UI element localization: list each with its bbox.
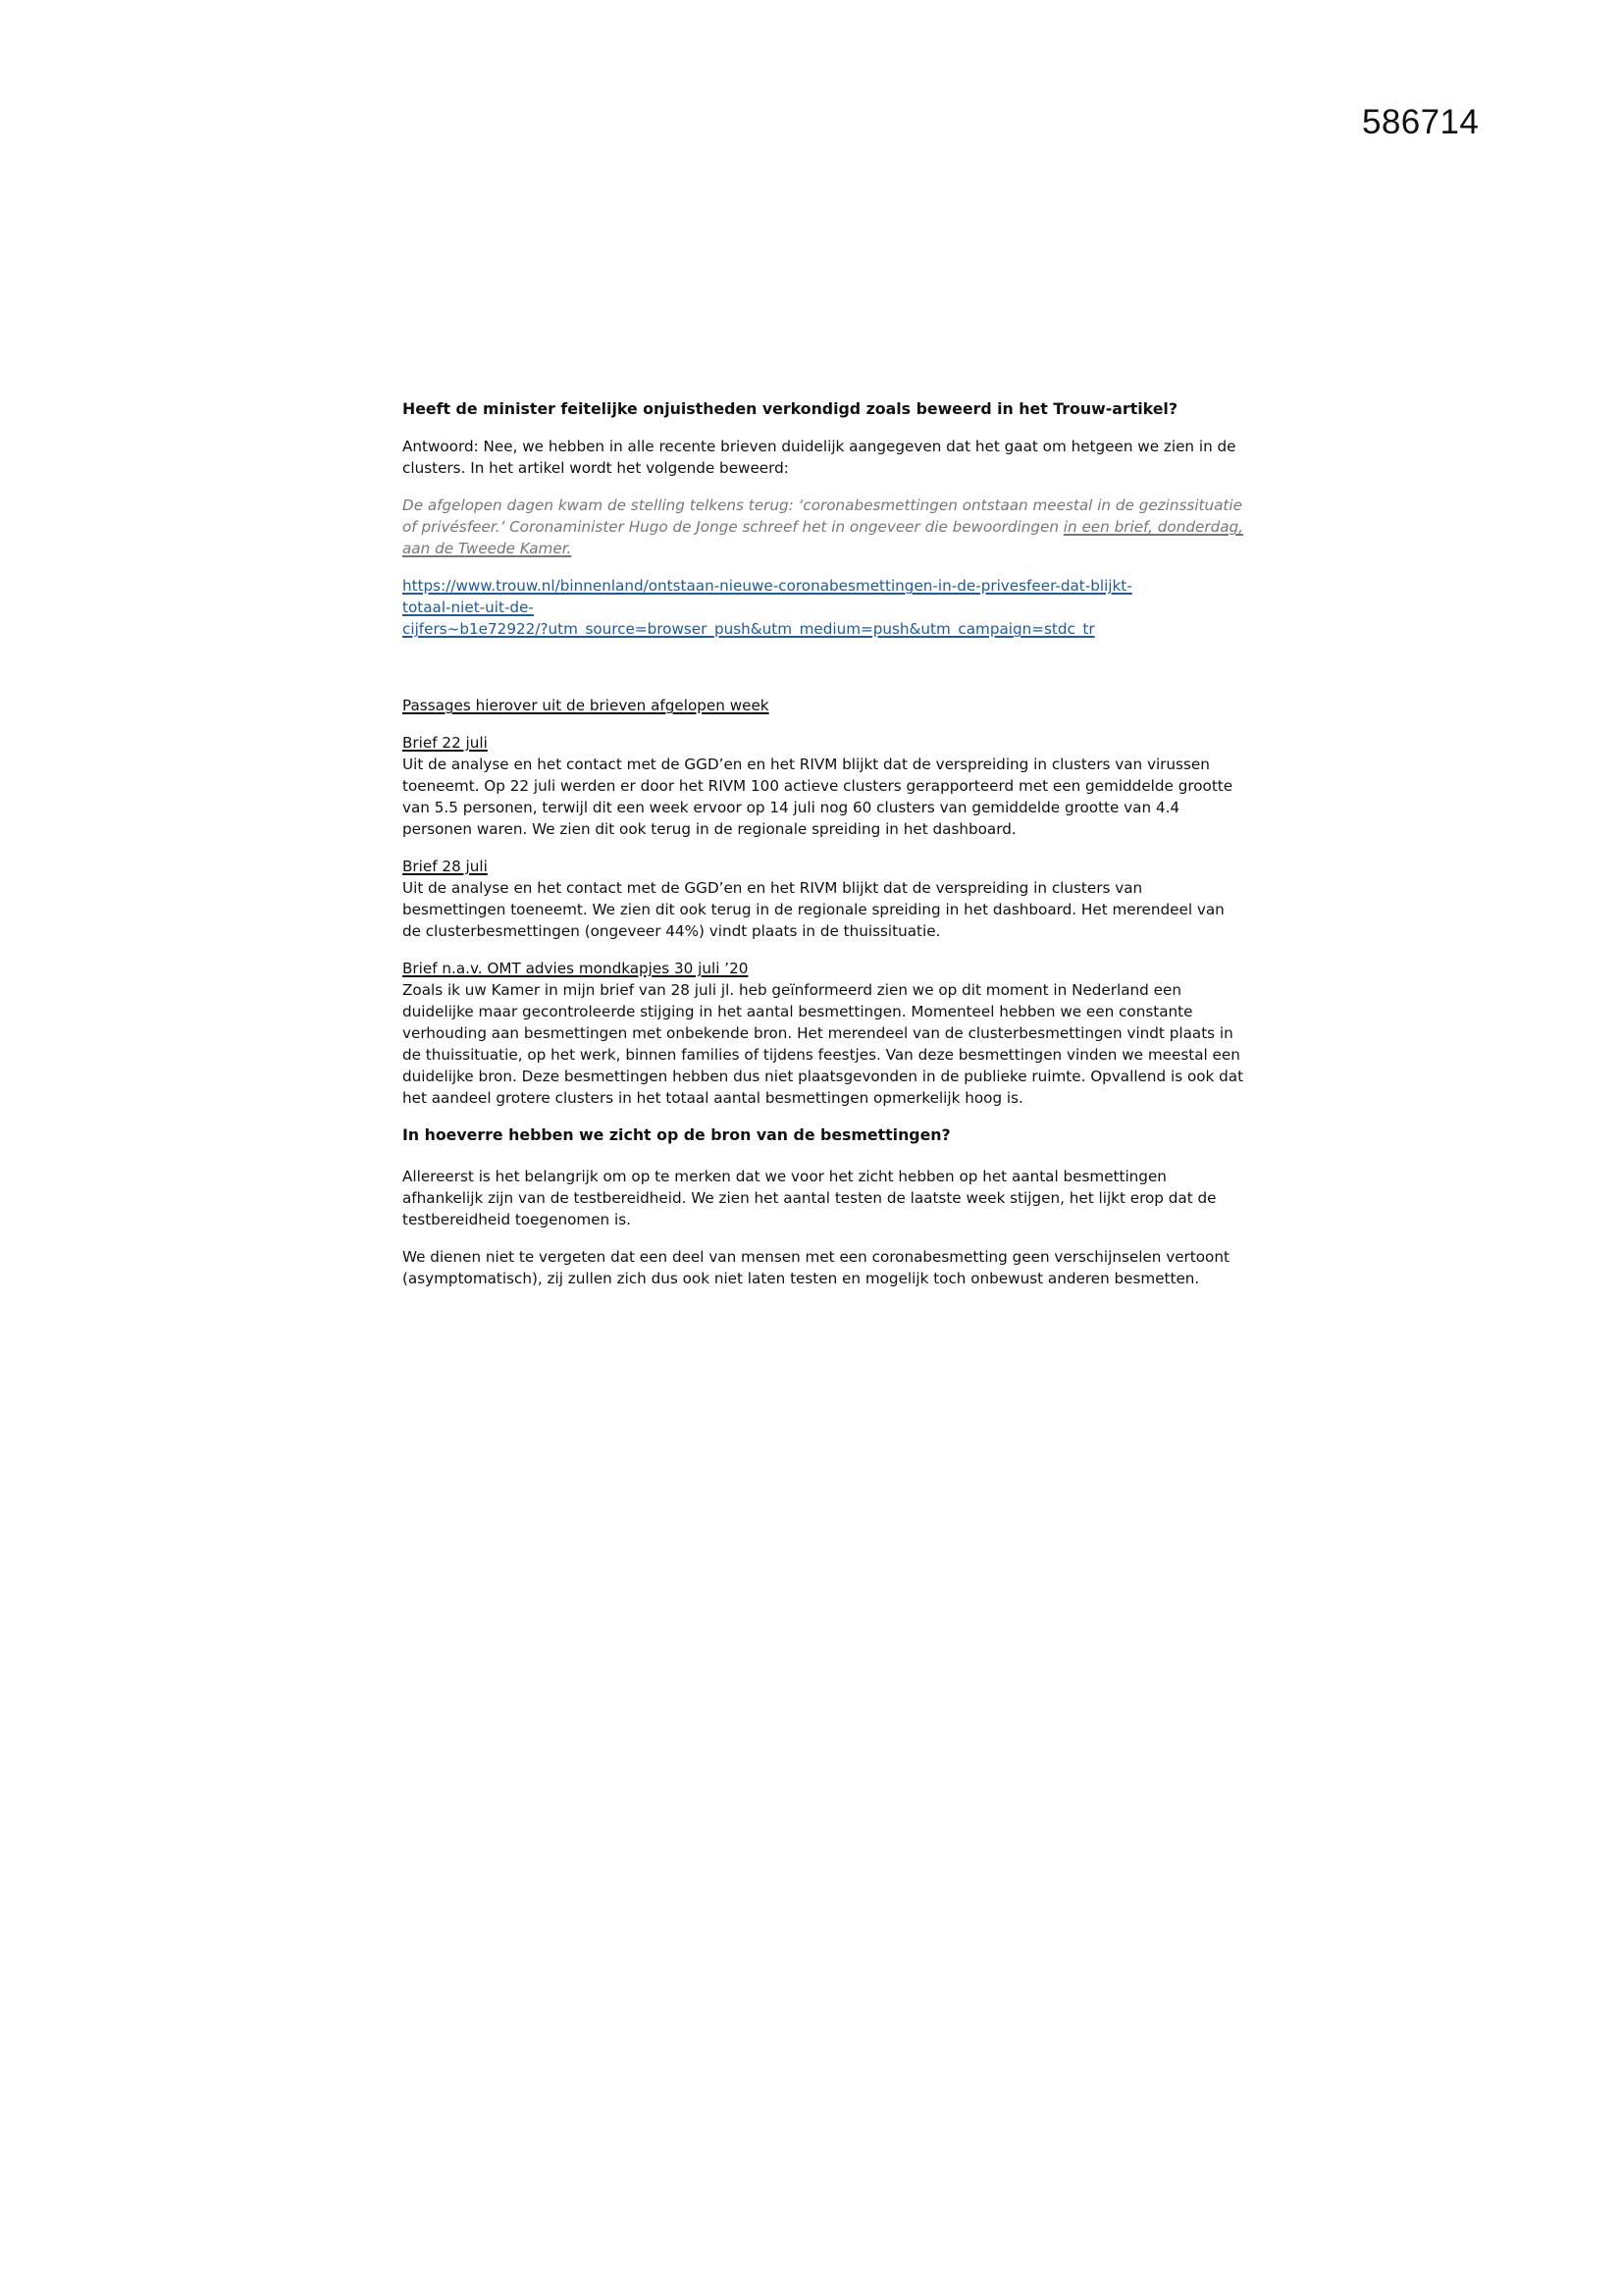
- passages-heading: Passages hierover uit de brieven afgelopen week: [402, 697, 769, 714]
- letter-title: Brief 28 juli: [402, 858, 488, 875]
- letter-section: [402, 732, 1246, 840]
- letter-body: Zoals ik uw Kamer in mijn brief van 28 juli jl. heb geïnformeerd zien we op dit moment in Nederland een duidelijke maar gecontroleerde stijging in het aantal besmettingen. Momenteel hebben we een constante verhouding aan besmettingen met onbekende bron. Het merendeel van de clusterbesmettingen vindt plaats in de thuissituatie, op het werk, binnen families of tijdens feestjes. Van deze besmettingen vinden we meestal een duidelijke bron. Deze besmettingen hebben dus niet plaatsgevonden in de publieke ruimte. Opvallend is ook dat het aandeel grotere clusters in het totaal aantal besmettingen opmerkelijk hoog is.: [402, 981, 1244, 1107]
- question-heading-trouw: Heeft de minister feitelijke onjuistheden verkondigd zoals beweerd in het Trouw-artikel?: [402, 400, 1178, 418]
- letter-title: Brief n.a.v. OMT advies mondkapjes 30 juli ’20: [402, 960, 749, 977]
- letter-section: [402, 856, 1246, 942]
- answer-paragraph: Allereerst is het belangrijk om op te merken dat we voor het zicht hebben op het aantal besmettingen afhankelijk zijn van de testbereidheid. We zien het aantal testen de laatste week stijgen, het lijkt erop dat de testbereidheid toegenomen is.: [402, 1168, 1217, 1228]
- letter-section: [402, 958, 1246, 1109]
- answer-paragraph: Antwoord: Nee, we hebben in alle recente brieven duidelijk aangegeven dat het gaat om hetgeen we zien in de clusters. In het artikel wordt het volgende beweerd:: [402, 438, 1236, 477]
- letter-body: Uit de analyse en het contact met de GGD’en en het RIVM blijkt dat de verspreiding in clusters van besmettingen toeneemt. We zien dit ook terug in de regionale spreiding in het dashboard. Het merendeel van de clusterbesmettingen (ongeveer 44%) vindt plaats in de thuissituatie.: [402, 879, 1225, 940]
- trouw-article-link[interactable]: [402, 575, 1246, 640]
- letter-title: Brief 22 juli: [402, 734, 488, 752]
- question-heading-bron: In hoeverre hebben we zicht op de bron van de besmettingen?: [402, 1126, 951, 1144]
- letter-body: Uit de analyse en het contact met de GGD’en en het RIVM blijkt dat de verspreiding in clusters van virussen toeneemt. Op 22 juli werden er door het RIVM 100 actieve clusters gerapporteerd met een gemiddelde grootte van 5.5 personen, terwijl dit een week ervoor op 14 juli nog 60 clusters van gemiddelde grootte van 4.4 personen waren. We zien dit ook terug in de regionale spreiding in het dashboard.: [402, 756, 1233, 838]
- article-quote: [402, 495, 1246, 559]
- link-line-3: cijfers~b1e72922/?utm_source=browser_push&utm_medium=push&utm_campaign=stdc_tr: [402, 620, 1095, 638]
- quote-text: De afgelopen dagen kwam de stelling telkens terug: ‘coronabesmettingen ontstaan meestal in de gezinssituatie of privésfeer.’ Coronaminister Hugo de Jonge schreef het in ongeveer die bewoordingen: [402, 496, 1242, 536]
- answer-paragraph: We dienen niet te vergeten dat een deel van mensen met een coronabesmetting geen verschijnselen vertoont (asymptomatisch), zij zullen zich dus ook niet laten testen en mogelijk toch onbewust anderen besmetten.: [402, 1248, 1230, 1287]
- document-id: 586714: [1362, 102, 1480, 141]
- document-body: [402, 398, 1246, 1289]
- link-line-2: totaal-niet-uit-de-: [402, 599, 534, 616]
- link-line-1: https://www.trouw.nl/binnenland/ontstaan-nieuwe-coronabesmettingen-in-de-privesfeer-dat-blijkt-: [402, 577, 1132, 595]
- quote-underlined-text: in een brief, donderdag, aan de Tweede Kamer.: [402, 518, 1243, 557]
